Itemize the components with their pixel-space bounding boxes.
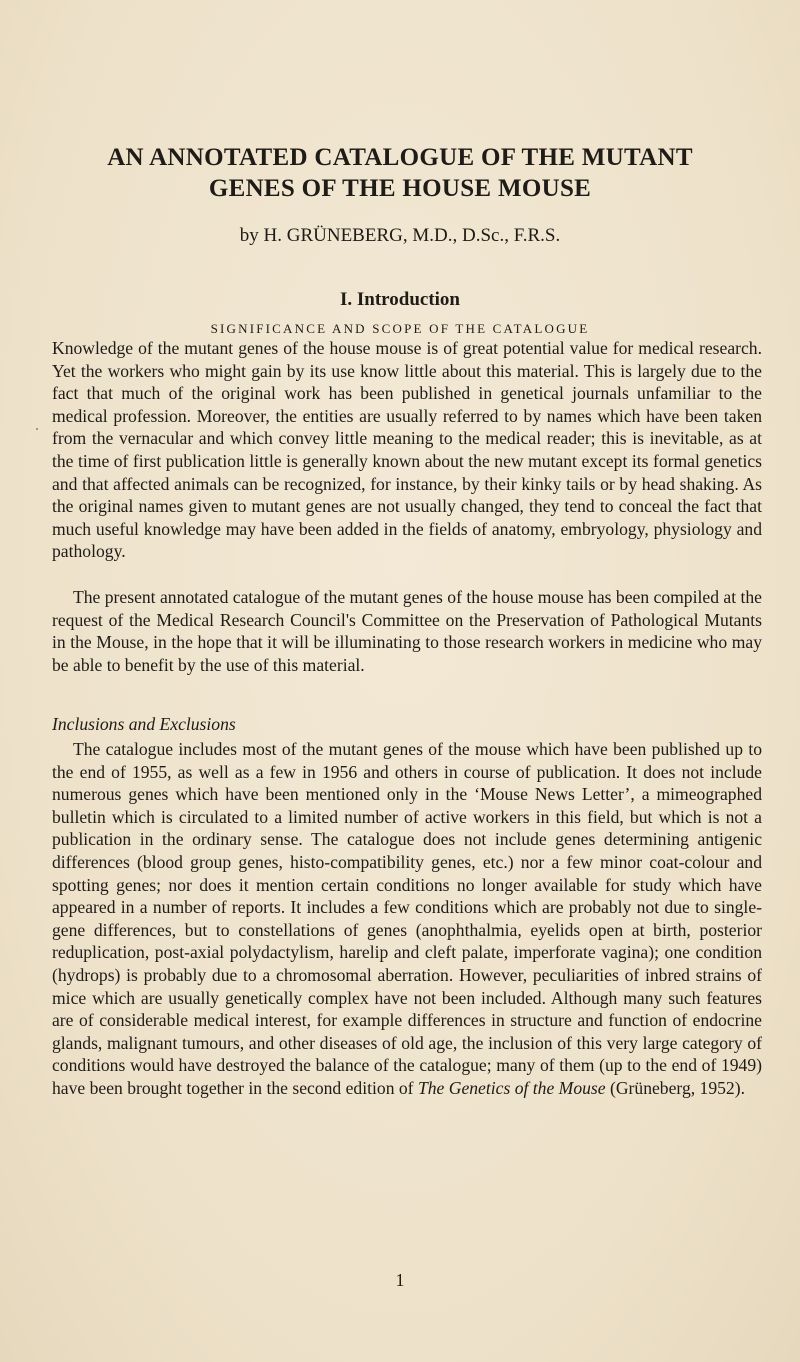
document-title bbox=[40, 142, 760, 204]
book-title: The Genetics of the Mouse bbox=[417, 1077, 606, 1098]
inclusions-heading: Inclusions and Exclusions bbox=[52, 714, 236, 734]
title-line-2: GENES OF THE HOUSE MOUSE bbox=[208, 175, 592, 202]
paragraph-1: Knowledge of the mutant genes of the house mouse is of great potential value for medical research. Yet the workers who might gain by its use know little about this material. This is largely due to the fact that much of the original work has been published in genetical journals unfamiliar to the medical profession. Moreover, the entities are usually referred to by names which have been taken from the vernacular and which convey little meaning to the medical reader; this is inevitable, as at the time of first publication little is generally known about the new mutant except its formal genetics and that affected animals can be recognized, for instance, by their kinky tails or by head shaking. As the original names given to mutant genes are not usually changed, they tend to conceal the fact that much useful knowledge may have been added in the fields of anatomy, embryology, physiology and pathology. bbox=[52, 338, 762, 562]
subsection-heading: SIGNIFICANCE AND SCOPE OF THE CATALOGUE bbox=[210, 321, 590, 336]
paragraph-3-main: The catalogue includes most of the mutant genes of the mouse which have been published up to the end of 1955, as well as a few in 1956 and others in course of publication. It does not include numerous genes which have been mentioned only in the ‘Mouse News Letter’, a mimeographed bulletin which is circulated to a limited number of active workers in this field, but which is not a publication in the ordinary sense. The catalogue does not include genes determining antigenic differences (blood group genes, histo-compatibility genes, etc.) nor a few minor coat-colour and spotting genes; nor does it mention certain conditions no longer available for study which have appeared in a number of reports. It includes a few conditions which are probably not due to single-gene differences, but to constellations of genes (anophthalmia, eyelids open at birth, posterior reduplication, post-axial polydactylism, harelip and cleft palate, imperforate vagina); one condition (hydrops) is probably due to a chromosomal aberration. However, peculiarities of inbred strains of mice which are usually genetically complex have not been included. Although many such features are of considerable medical interest, for example differences in structure and function of endocrine glands, malignant tumours, and other diseases of old age, the inclusion of this very large category of conditions would have destroyed the balance of the catalogue; many of them (up to the end of 1949) have been brought together in the second edition of bbox=[52, 739, 762, 1098]
paragraph-2: The present annotated catalogue of the mutant genes of the house mouse has been compiled at the request of the Medical Research Council's Committee on the Preservation of Pathological Mutants in the Mouse, in the hope that it will be illuminating to those research workers in medicine who may be able to benefit by the use of this material. bbox=[52, 587, 762, 675]
paragraph-3 bbox=[52, 738, 762, 1100]
section-heading: I. Introduction bbox=[339, 289, 460, 310]
paragraph-3-end: (Grüneberg, 1952). bbox=[605, 1077, 745, 1098]
margin-mark bbox=[36, 428, 38, 430]
title-line-1: AN ANNOTATED CATALOGUE OF THE MUTANT bbox=[107, 144, 693, 171]
page-number: 1 bbox=[395, 1270, 405, 1290]
author-byline: by H. GRÜNEBERG, M.D., D.Sc., F.R.S. bbox=[239, 225, 561, 246]
